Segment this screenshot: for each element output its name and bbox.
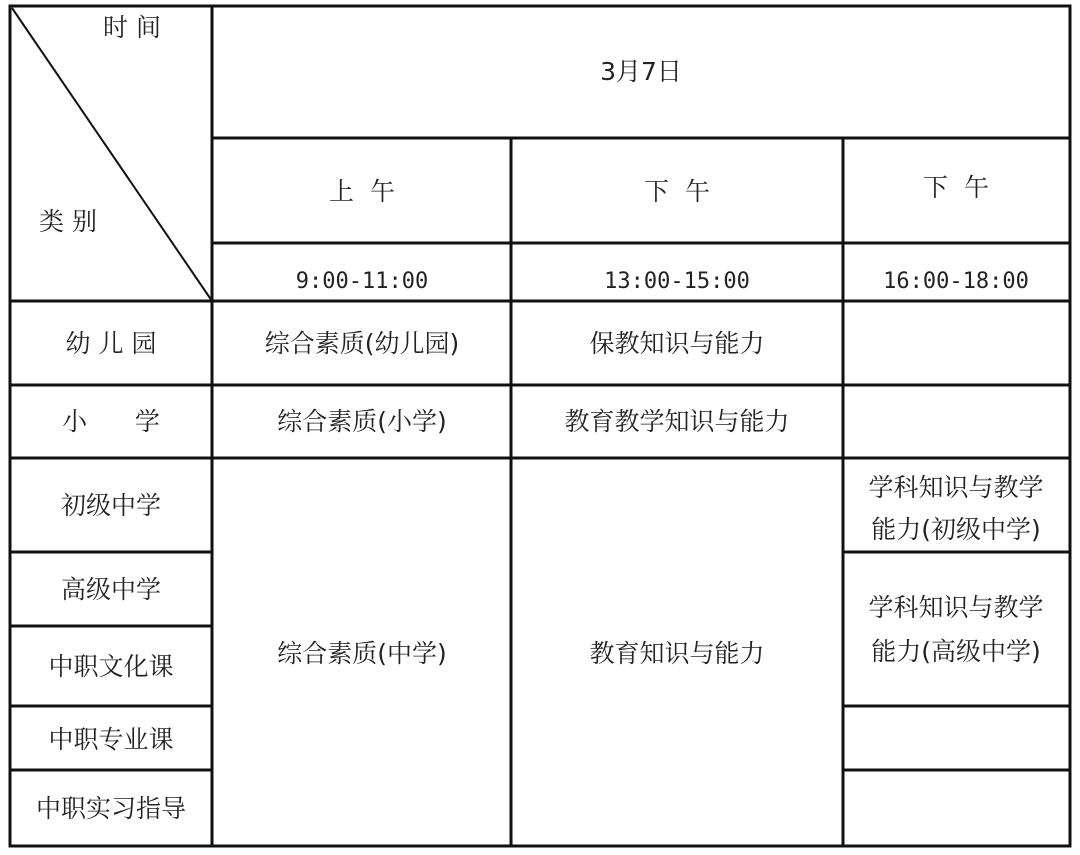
subject-junior-late-line2: 能力(初级中学) <box>871 515 1041 544</box>
corner-diagonal <box>12 8 212 301</box>
subject-senior-late-line2: 能力(高级中学) <box>871 637 1041 666</box>
subject-primary-pm: 教育教学知识与能力 <box>564 407 790 436</box>
subject-kindergarten-am: 综合素质(幼儿园) <box>264 329 460 358</box>
category-vocational-major: 中职专业课 <box>48 725 174 754</box>
session-label-pm: 下 午 <box>644 177 710 206</box>
category-primary: 小 学 <box>62 407 160 436</box>
category-junior-high: 初级中学 <box>60 491 162 520</box>
subject-primary-am: 综合素质(小学) <box>277 407 447 436</box>
subject-junior-late-line1: 学科知识与教学 <box>868 473 1044 502</box>
category-vocational-practice: 中职实习指导 <box>35 794 187 823</box>
table-border <box>10 6 1070 846</box>
session-time-late: 16:00-18:00 <box>883 269 1029 294</box>
exam-date: 3月7日 <box>600 57 682 86</box>
session-time-pm: 13:00-15:00 <box>604 269 750 294</box>
subject-senior-late-line1: 学科知识与教学 <box>868 593 1044 622</box>
session-label-late: 下 午 <box>923 173 989 202</box>
category-senior-high: 高级中学 <box>60 575 162 604</box>
corner-category-label: 类 别 <box>39 207 97 236</box>
corner-time-label: 时 间 <box>103 13 161 42</box>
category-kindergarten: 幼 儿 园 <box>65 329 157 358</box>
session-time-am: 9:00-11:00 <box>295 269 429 294</box>
category-vocational-culture: 中职文化课 <box>48 652 174 681</box>
subject-secondary-am: 综合素质(中学) <box>277 639 447 668</box>
subject-secondary-pm: 教育知识与能力 <box>589 639 765 668</box>
session-label-am: 上 午 <box>329 177 395 206</box>
subject-kindergarten-pm: 保教知识与能力 <box>589 329 765 358</box>
